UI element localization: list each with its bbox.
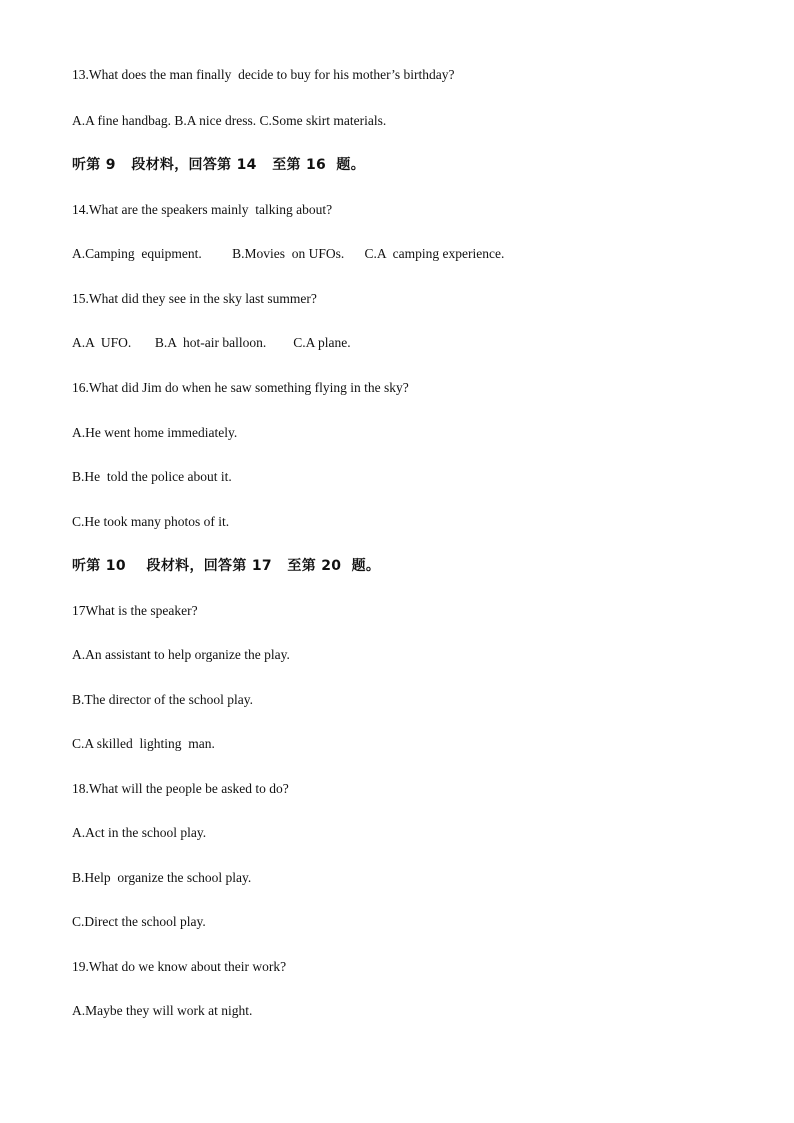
question-16-option-c: C.He took many photos of it. (72, 514, 230, 529)
question-14-options: A.Camping equipment. B.Movies on UFOs. C.A camping experience. (72, 246, 505, 261)
question-17-option-a: A.An assistant to help organize the play. (72, 647, 290, 662)
question-17-option-c: C.A skilled lighting man. (72, 736, 215, 751)
question-18-option-c: C.Direct the school play. (72, 914, 206, 929)
question-19: 19.What do we know about their work? (72, 959, 287, 974)
question-18: 18.What will the people be asked to do? (72, 781, 289, 796)
question-13: 13.What does the man finally decide to buy for his mother’s birthday? (72, 67, 455, 82)
question-15: 15.What did they see in the sky last summer? (72, 291, 317, 306)
question-14: 14.What are the speakers mainly talking about? (72, 202, 333, 217)
question-17-option-b: B.The director of the school play. (72, 692, 253, 707)
question-16: 16.What did Jim do when he saw something flying in the sky? (72, 380, 409, 395)
question-16-option-b: B.He told the police about it. (72, 469, 232, 484)
question-15-options: A.A UFO. B.A hot-air balloon. C.A plane. (72, 335, 351, 350)
question-18-option-b: B.Help organize the school play. (72, 870, 252, 885)
question-17: 17What is the speaker? (72, 603, 198, 618)
section-heading-9: 听第 9 段材料，回答第 14 至第 16 题。 (72, 157, 366, 173)
question-16-option-a: A.He went home immediately. (72, 425, 238, 440)
question-13-options: A.A fine handbag. B.A nice dress. C.Some skirt materials. (72, 113, 387, 128)
section-heading-10: 听第 10 段材料，回答第 17 至第 20 题。 (72, 558, 381, 574)
question-19-option-a: A.Maybe they will work at night. (72, 1003, 253, 1018)
question-18-option-a: A.Act in the school play. (72, 825, 207, 840)
